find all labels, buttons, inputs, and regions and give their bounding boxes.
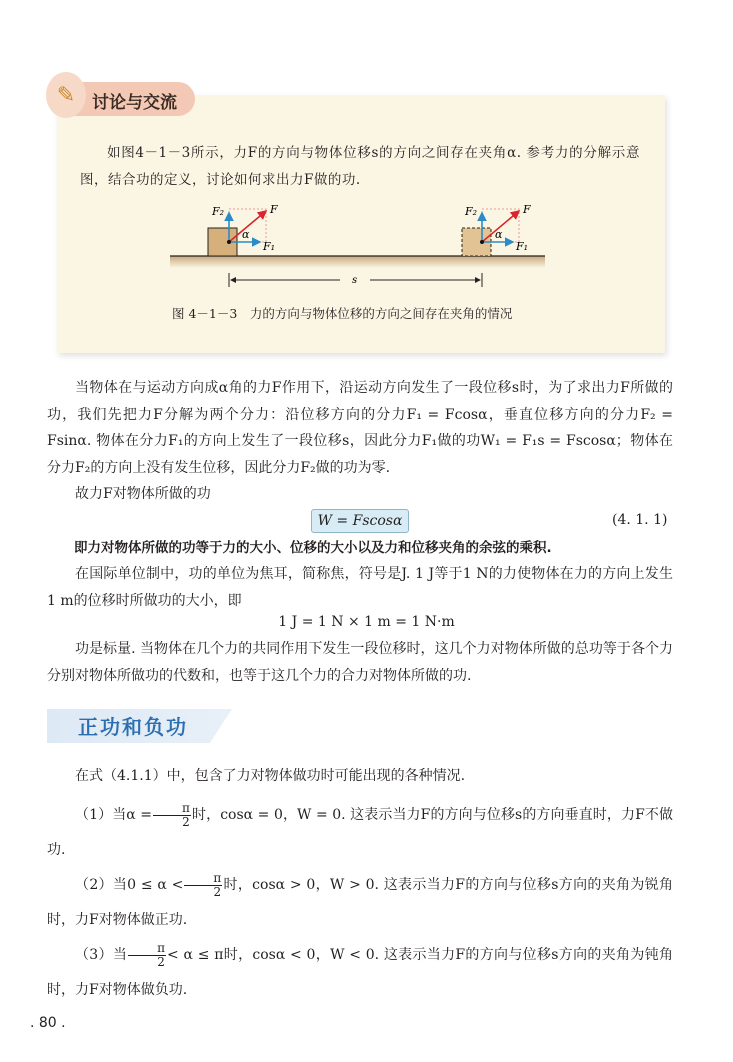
paragraph-work-definition: 即力对物体所做的功等于力的大小、位移的大小以及力和位移夹角的余弦的乘积. — [74, 540, 552, 556]
label-alpha: α — [242, 228, 250, 241]
paragraph-force-decomposition: 当物体在与运动方向成α角的力F作用下，沿运动方向发生了一段位移s时，为了求出力F所做的功，我们先把力F分解为两个分力：沿位移方向的分力F₁ = Fcosα，垂直位移方向的分力F₂ = Fsinα. 物体在分力F₁的方向上发生了一段位移s，因此分力F₁做的功W₁ = F₁s = Fscosα；物体在分力F₂的方向上没有发生位移，因此分力F₂做的功为零. — [47, 380, 673, 476]
section-title: 正功和负功 — [78, 715, 188, 739]
figure-caption: 图 4－1－3 力的方向与物体位移的方向之间存在夹角的情况 — [172, 306, 513, 321]
section-intro: 在式（4.1.1）中，包含了力对物体做功时可能出现的各种情况. — [75, 768, 466, 784]
case-2: （2）当0 ≤ α < $\frac{\pi}{2}$ 时，cosα > 0，W > 0. 这表示当力F的方向与位移s方向的夹角为锐角时，力F对物体做正功. — [47, 870, 673, 928]
label-f1: F₁ — [516, 240, 529, 253]
paragraph-scalar: 功是标量. 当物体在几个力的共同作用下发生一段位移时，这几个力对物体所做的总功等于各个力分别对物体所做功的代数和，也等于这几个力的合力对物体所做的功. — [47, 641, 673, 684]
paragraph-work-intro: 故力F对物体所做的功 — [75, 486, 211, 502]
discussion-text: 如图4－1－3所示，力F的方向与物体位移s的方向之间存在夹角α. 参考力的分解示意图，结合功的定义，讨论如何求出力F做的功. — [80, 145, 640, 188]
displacement-arrow — [229, 273, 482, 287]
label-f1: F₁ — [263, 240, 276, 253]
formula-work: W = Fscosα — [311, 509, 409, 533]
lightbulb-pencil-icon: ✎ — [46, 72, 86, 118]
paragraph-unit: 在国际单位制中，功的单位为焦耳，简称焦，符号是J. 1 J等于1 N的力使物体在力的方向上发生1 m的位移时所做功的大小，即 — [47, 566, 673, 609]
label-s: s — [352, 275, 358, 286]
label-f2: F₂ — [465, 205, 478, 218]
label-alpha: α — [495, 228, 503, 241]
label-f2: F₂ — [212, 205, 225, 218]
label-f: F — [270, 203, 278, 216]
page-number: . 80 . — [30, 1015, 66, 1031]
force-diagram — [160, 195, 560, 295]
case-1: （1）当α = $\frac{\pi}{2}$ 时，cosα = 0，W = 0. 这表示当力F的方向与位移s的方向垂直时，力F不做功. — [47, 800, 673, 858]
label-f: F — [523, 203, 531, 216]
unit-equation: 1 J = 1 N × 1 m = 1 N·m — [278, 614, 455, 630]
discussion-title: 讨论与交流 — [92, 93, 177, 113]
equation-number: (4. 1. 1) — [612, 512, 668, 528]
ground — [170, 256, 545, 268]
case-3: （3）当 $\frac{\pi}{2}$ < α ≤ π时，cosα < 0，W < 0. 这表示当力F的方向与位移s方向的夹角为钝角时，力F对物体做负功. — [47, 940, 673, 998]
